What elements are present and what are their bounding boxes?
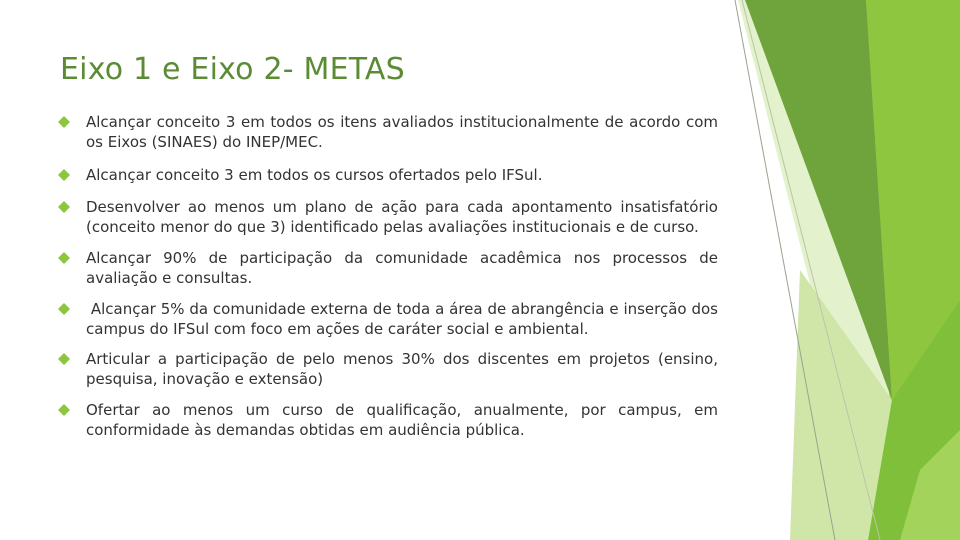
goal-text: Alcançar conceito 3 em todos os itens avaliados institucionalmente de acordo com os Eixos (SINAES) do INEP/MEC.: [86, 113, 718, 151]
goal-text: Articular a participação de pelo menos 30% dos discentes em projetos (ensino, pesquisa, inovação e extensão): [86, 350, 718, 388]
bullet-diamond-icon: [58, 299, 86, 315]
goal-item: [58, 349, 718, 389]
goal-text: Alcançar 90% de participação da comunidade acadêmica nos processos de avaliação e consultas.: [86, 249, 718, 287]
goal-item: [58, 299, 723, 339]
goal-item: [58, 197, 718, 237]
goals-list: [58, 112, 723, 440]
bullet-diamond-icon: [58, 165, 86, 181]
bullet-diamond-icon: [58, 197, 86, 213]
goal-text: Alcançar conceito 3 em todos os cursos ofertados pelo IFSul.: [86, 166, 543, 184]
goal-text: Alcançar 5% da comunidade externa de toda a área de abrangência e inserção dos campus do IFSul com foco em ações de caráter social e ambiental.: [86, 300, 723, 338]
goal-item: [58, 400, 718, 440]
bullet-diamond-icon: [58, 112, 86, 128]
goal-item: [58, 248, 718, 288]
bullet-diamond-icon: [58, 349, 86, 365]
slide-title: Eixo 1 e Eixo 2- METAS: [60, 52, 405, 87]
goal-text: Ofertar ao menos um curso de qualificação, anualmente, por campus, em conformidade às demandas obtidas em audiência pública.: [86, 401, 718, 439]
bullet-diamond-icon: [58, 400, 86, 416]
goal-item: [58, 112, 718, 152]
goal-text: Desenvolver ao menos um plano de ação para cada apontamento insatisfatório (conceito menor do que 3) identificado pelas avaliações institucionais e de curso.: [86, 198, 718, 236]
goal-item: [58, 165, 718, 185]
bullet-diamond-icon: [58, 248, 86, 264]
